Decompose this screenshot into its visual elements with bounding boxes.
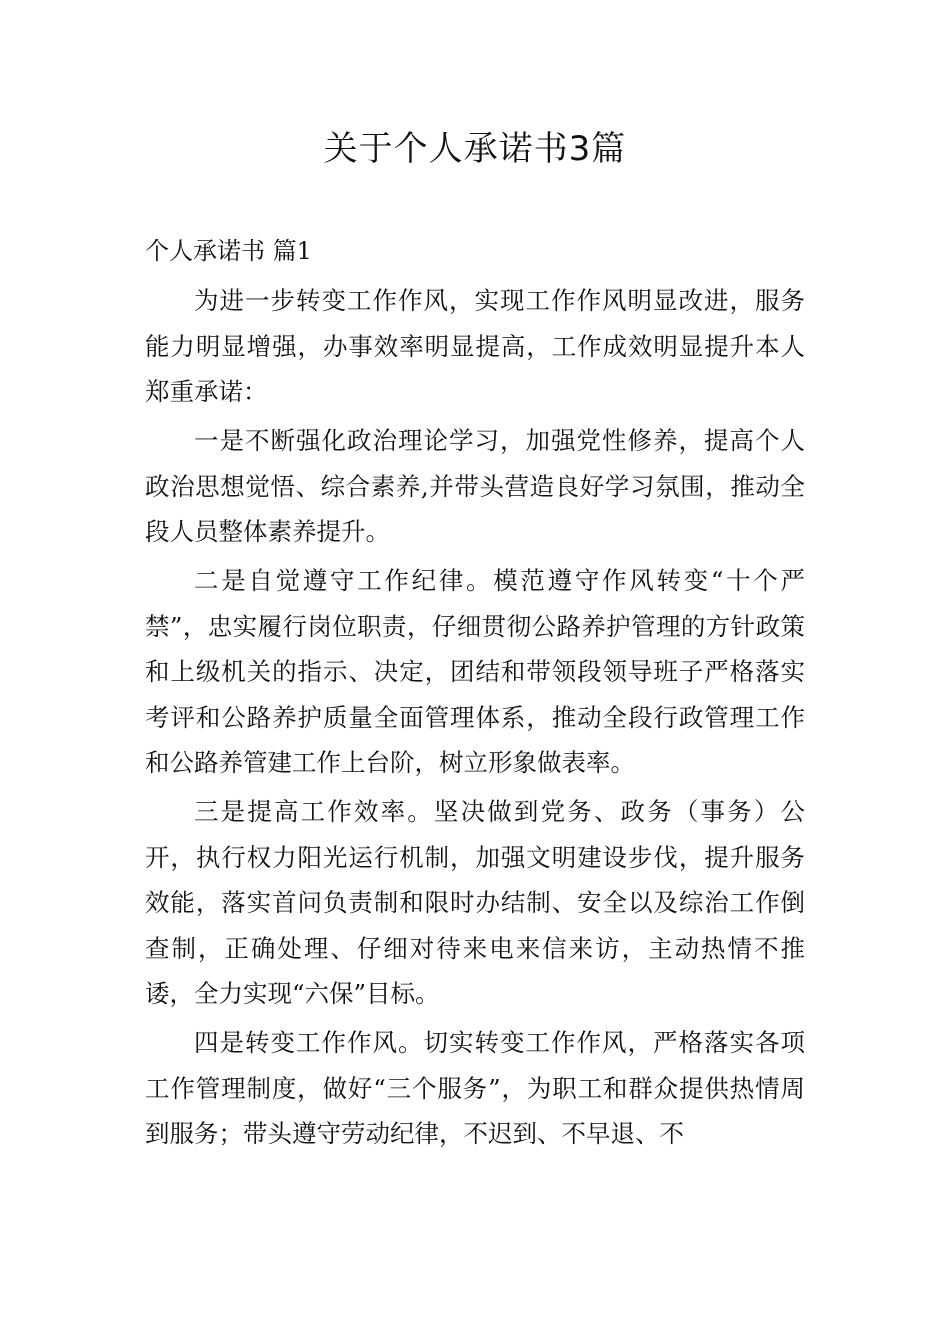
paragraph-point-4: 四是转变工作作风。切实转变工作作风，严格落实各项工作管理制度，做好“三个服务”，为职工和群众提供热情周到服务；带头遵守劳动纪律，不迟到、不早退、不 bbox=[145, 1028, 805, 1148]
section-heading: 个人承诺书 篇1 bbox=[145, 237, 312, 265]
paragraph-intro: 为进一步转变工作作风，实现工作作风明显改进，服务能力明显增强，办事效率明显提高，工作成效明显提升本人郑重承诺： bbox=[145, 286, 805, 406]
paragraph-point-3: 三是提高工作效率。坚决做到党务、政务（事务）公开，执行权力阳光运行机制，加强文明建设步伐，提升服务效能，落实首问负责制和限时办结制、安全以及综治工作倒查制，正确处理、仔细对待来电来信来访，主动热情不推诿，全力实现“六保”目标。 bbox=[145, 797, 805, 1008]
document-title: 关于个人承诺书3篇 bbox=[323, 129, 627, 169]
document-body bbox=[145, 278, 805, 1160]
paragraph-point-2: 二是自觉遵守工作纪律。模范遵守作风转变“十个严禁”，忠实履行岗位职责，仔细贯彻公路养护管理的方针政策和上级机关的指示、决定，团结和带领段领导班子严格落实考评和公路养护质量全面管理体系，推动全段行政管理工作和公路养管建工作上台阶，树立形象做表率。 bbox=[145, 566, 805, 777]
paragraph-point-1: 一是不断强化政治理论学习，加强党性修养，提高个人政治思想觉悟、综合素养,并带头营造良好学习氛围，推动全段人员整体素养提升。 bbox=[145, 426, 805, 546]
